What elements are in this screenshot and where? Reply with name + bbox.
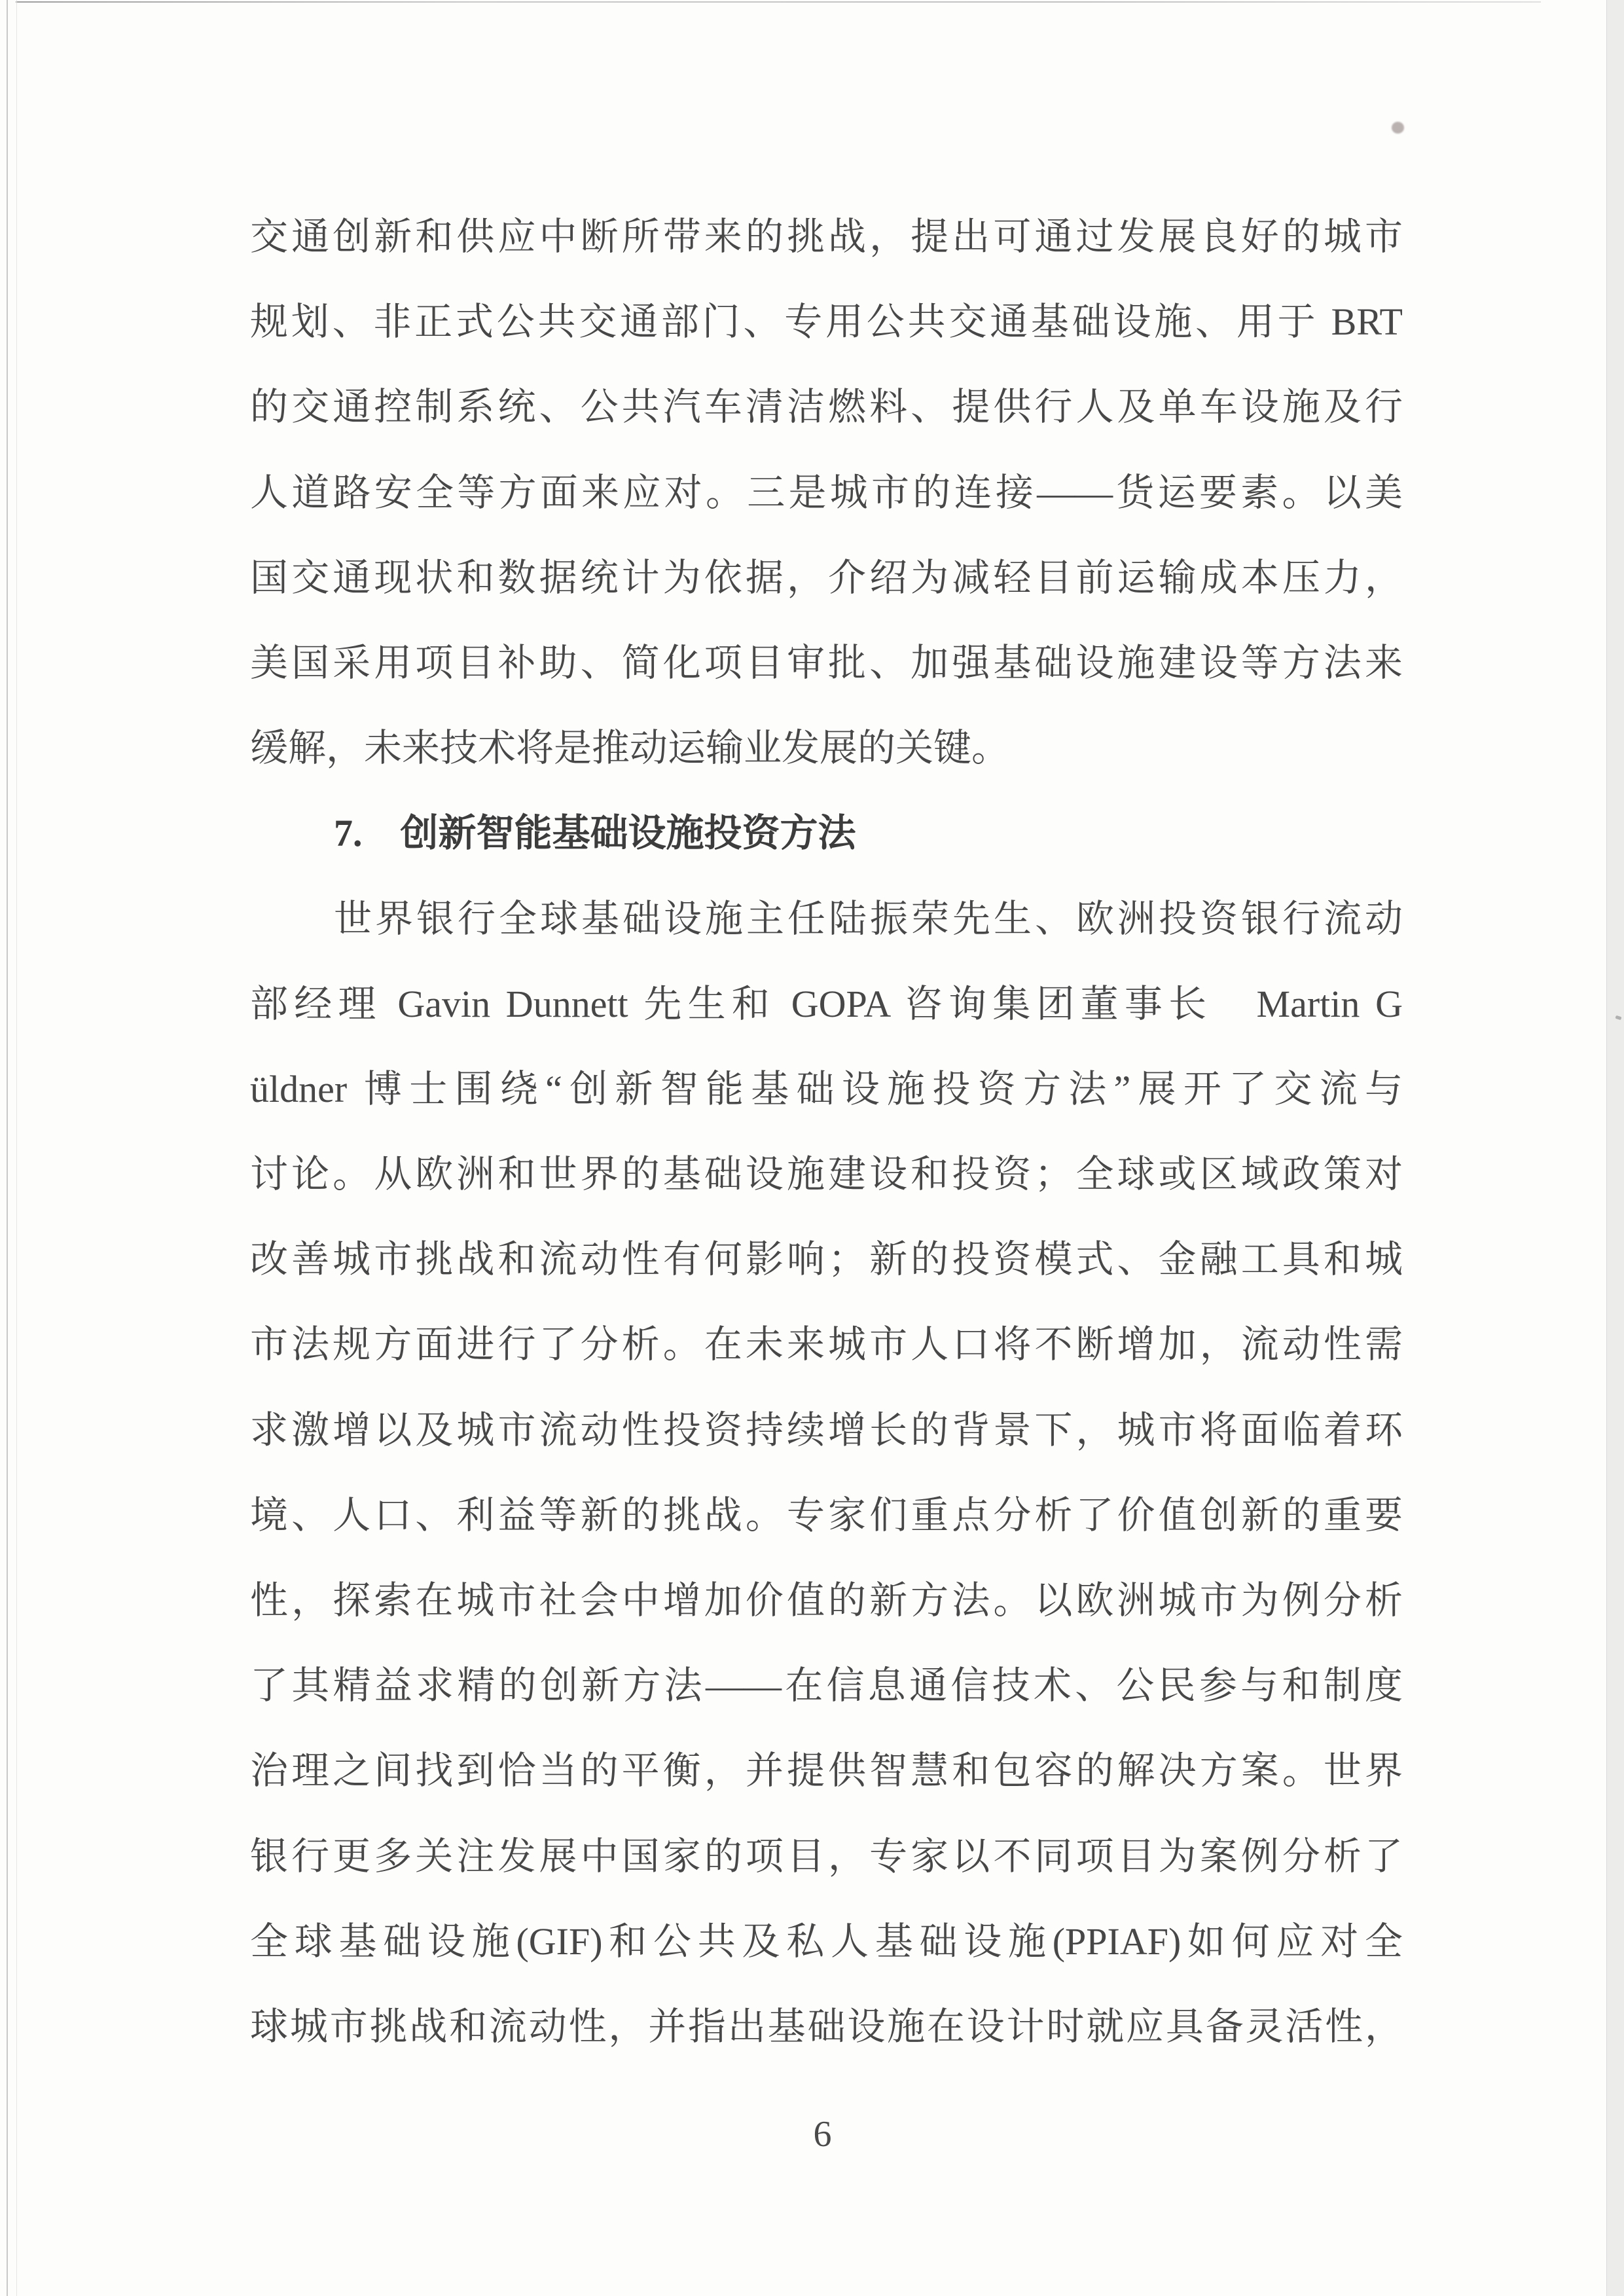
text-line: 银行更多关注发展中国家的项目，专家以不同项目为案例分析了 — [250, 1834, 1403, 1878]
document-body — [250, 194, 1403, 2069]
scan-left-edge-line — [7, 0, 8, 2296]
scan-dot-artifact — [1392, 122, 1404, 134]
text-line: 求激增以及城市流动性投资持续增长的背景下，城市将面临着环 — [250, 1408, 1403, 1451]
text-line: 改善城市挑战和流动性有何影响；新的投资模式、金融工具和城 — [250, 1238, 1403, 1281]
text-line: 性，探索在城市社会中增加价值的新方法。以欧洲城市为例分析 — [250, 1579, 1403, 1622]
scan-left-edge-line-2 — [16, 0, 17, 2296]
text-line: 球城市挑战和流动性，并指出基础设施在设计时就应具备灵活性， — [250, 2005, 1403, 2048]
text-line: 世界银行全球基础设施主任陆振荣先生、欧洲投资银行流动 — [334, 897, 1403, 940]
page-number: 6 — [813, 2114, 832, 2155]
text-line: 了其精益求精的创新方法——在信息通信技术、公民参与和制度 — [250, 1664, 1403, 1707]
text-line: 市法规方面进行了分析。在未来城市人口将不断增加，流动性需 — [250, 1323, 1403, 1366]
scan-top-edge-line — [16, 1, 1541, 3]
text-line: 全球基础设施(GIF)和公共及私人基础设施(PPIAF)如何应对全 — [250, 1920, 1403, 1963]
text-line: 部经理 Gavin Dunnett 先生和 GOPA 咨询集团董事长 Martin G — [250, 982, 1403, 1025]
text-line: 规划、非正式公共交通部门、专用公共交通基础设施、用于 BRT — [250, 301, 1403, 344]
text-line: 境、人口、利益等新的挑战。专家们重点分析了价值创新的重要 — [250, 1493, 1403, 1537]
text-line: 交通创新和供应中断所带来的挑战，提出可通过发展良好的城市 — [250, 215, 1403, 258]
text-line: 美国采用项目补助、简化项目审批、加强基础设施建设等方法来 — [250, 641, 1403, 684]
text-line: 治理之间找到恰当的平衡，并提供智慧和包容的解决方案。世界 — [250, 1749, 1403, 1793]
section-heading: 7. 创新智能基础设施投资方法 — [334, 812, 856, 855]
text-line: 缓解，未来技术将是推动运输业发展的关键。 — [250, 727, 1010, 770]
text-line: 的交通控制系统、公共汽车清洁燃料、提供行人及单车设施及行 — [250, 386, 1403, 429]
text-line: 人道路安全等方面来应对。三是城市的连接——货运要素。以美 — [250, 471, 1403, 514]
text-line: 讨论。从欧洲和世界的基础设施建设和投资；全球或区域政策对 — [250, 1153, 1403, 1196]
text-line: 国交通现状和数据统计为依据，介绍为减轻目前运输成本压力， — [250, 556, 1403, 599]
text-line: üldner 博士围绕“创新智能基础设施投资方法”展开了交流与 — [250, 1067, 1403, 1110]
scan-right-edge-shadow — [1606, 0, 1624, 2296]
